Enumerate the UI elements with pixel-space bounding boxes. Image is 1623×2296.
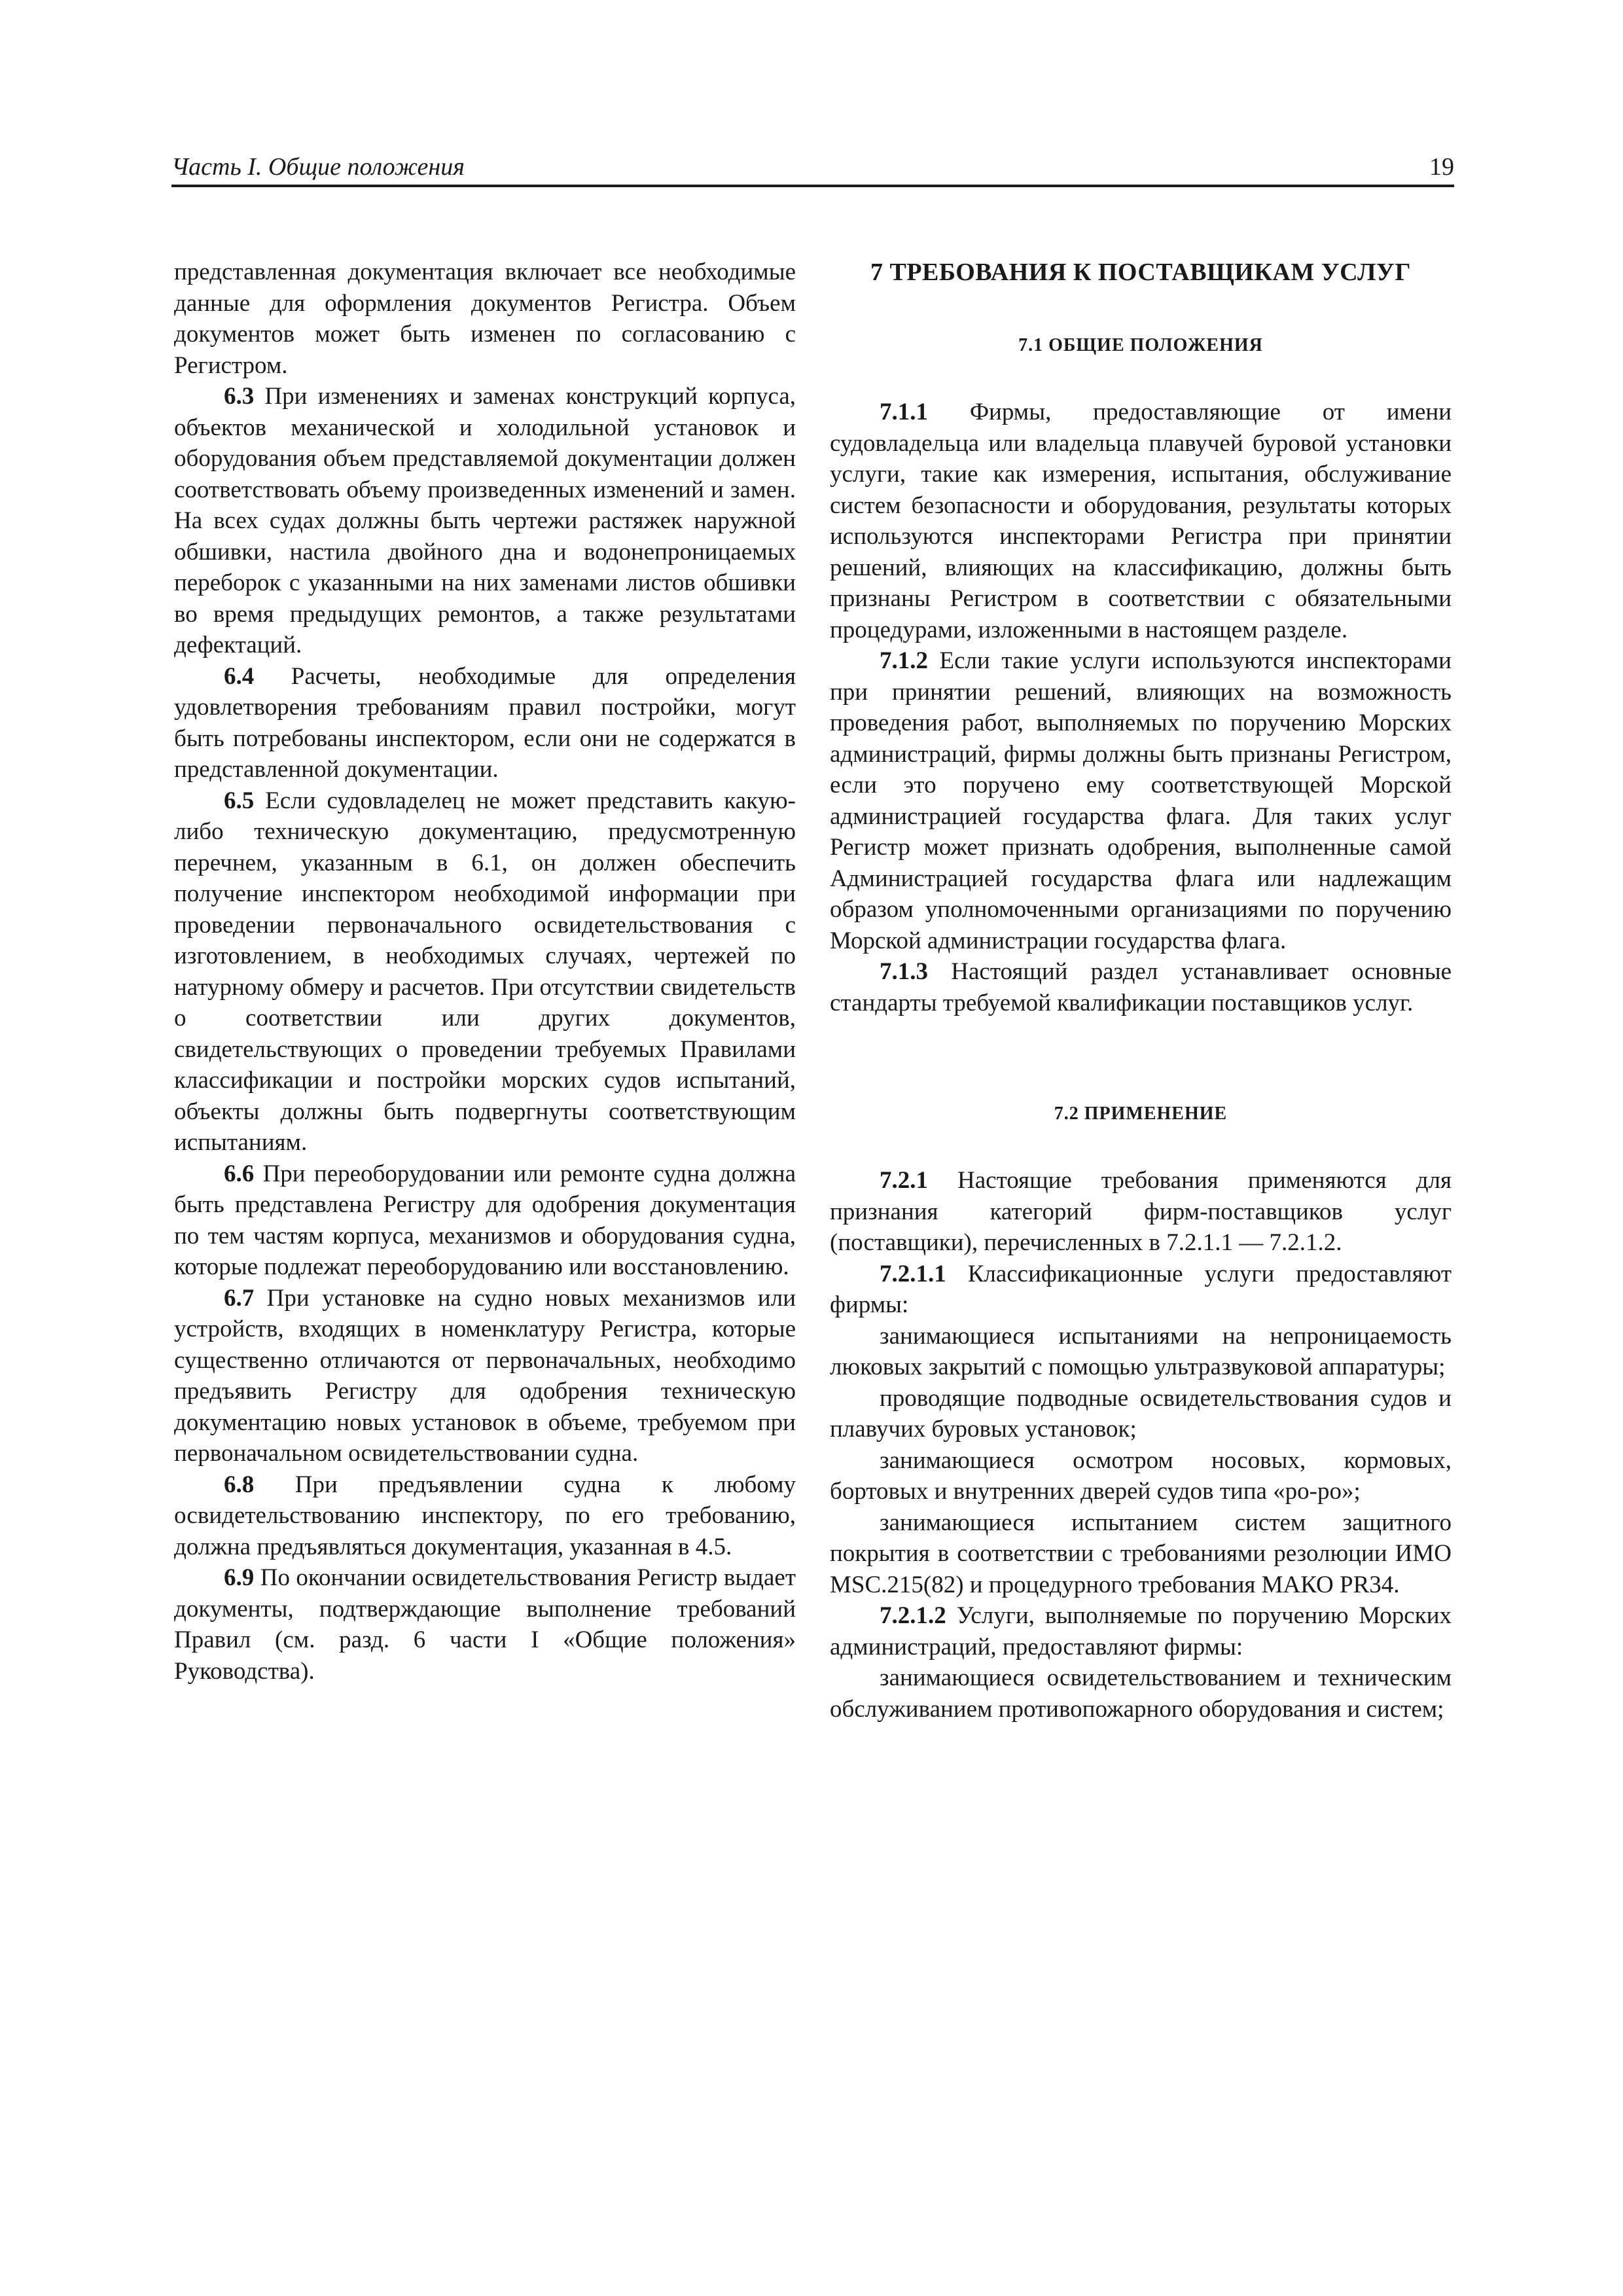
paragraph-6-4: 6.4 Расчеты, необходимые для определения удовлетворения требованиям правил постройки, могут быть потребованы инспектором, если они не содержатся в представленной документации.	[174, 662, 796, 783]
page-header	[171, 145, 1454, 187]
paragraph-7-2-1-1: 7.2.1.1 Классификационные услуги предоставляют фирмы:	[830, 1260, 1452, 1318]
paragraph-7-2-1: 7.2.1 Настоящие требования применяются для признания категорий фирм-поставщиков услуг (поставщики), перечисленных в 7.2.1.1 — 7.2.1.2.	[830, 1167, 1452, 1256]
paragraph-continuation: представленная документация включает все необходимые данные для оформления документов Регистра. Объем документов может быть изменен по согласованию с Регистром.	[174, 259, 796, 379]
clause-number: 7.1.2	[880, 647, 928, 674]
list-item: занимающиеся освидетельствованием и техническим обслуживанием противопожарного оборудования и систем;	[830, 1664, 1452, 1723]
list-item: занимающиеся испытаниями на непроницаемость люковых закрытий с помощью ультразвуковой аппаратуры;	[830, 1322, 1452, 1380]
paragraph-7-1-3: 7.1.3 Настоящий раздел устанавливает основные стандарты требуемой квалификации поставщиков услуг.	[830, 958, 1452, 1016]
clause-number: 7.1.3	[880, 958, 928, 985]
paragraph-6-5: 6.5 Если судовладелец не может представить какую-либо техническую документацию, предусмотренную перечнем, указанным в 6.1, он должен обеспечить получение инспектором необходимой информации при проведении первоначального освидетельствования с изготовлением, в необходимых случаях, чертежей по натурному обмеру и расчетов. При отсутствии свидетельств о соответствии или других документов, свидетельствующих о проведении требуемых Правилами классификации и постройки морских судов испытаний, объекты должны быть подвергнуты соответствующим испытаниям.	[174, 787, 796, 1156]
list-item: проводящие подводные освидетельствования судов и плавучих буровых установок;	[830, 1384, 1452, 1443]
paragraph-6-8: 6.8 При предъявлении судна к любому освидетельствованию инспектору, по его требованию, должна предъявляться документация, указанная в 4.5.	[174, 1471, 796, 1560]
paragraph-6-6: 6.6 При переоборудовании или ремонте судна должна быть представлена Регистру для одобрения документация по тем частям корпуса, механизмов и оборудования судна, которые подлежат переоборудованию или восстановлению.	[174, 1160, 796, 1280]
list-item: занимающиеся осмотром носовых, кормовых, бортовых и внутренних дверей судов типа «ро-ро»;	[830, 1446, 1452, 1505]
running-title: Часть I. Общие положения	[171, 153, 465, 181]
clause-number: 6.8	[224, 1471, 255, 1498]
clause-number: 7.2.1.1	[880, 1260, 946, 1287]
page-number: 19	[1429, 153, 1454, 181]
paragraph-6-9: 6.9 По окончании освидетельствования Регистр выдает документы, подтверждающие выполнение требований Правил (см. разд. 6 части I «Общие положения» Руководства).	[174, 1564, 796, 1685]
clause-number: 6.5	[224, 787, 255, 814]
clause-number: 6.4	[224, 662, 255, 690]
clause-number: 6.7	[224, 1284, 255, 1312]
clause-number: 7.2.1.2	[880, 1602, 946, 1629]
paragraph-6-3: 6.3 При изменениях и заменах конструкций корпуса, объектов механической и холодильной установок и оборудования объем представляемой документации должен соответствовать объему произведенных изменений и замен. На всех судах должны быть чертежи растяжек наружной обшивки, настила двойного дна и водонепроницаемых переборок с указанными на них заменами листов обшивки во время предыдущих ремонтов, а также результатами дефектаций.	[174, 383, 796, 658]
clause-number: 6.6	[224, 1160, 255, 1187]
paragraph-6-7: 6.7 При установке на судно новых механизмов или устройств, входящих в номенклатуру Регистра, которые существенно отличаются от первоначальных, необходимо предъявить Регистру для одобрения техническую документацию новых установок в объеме, требуемом при первоначальном освидетельствовании судна.	[174, 1284, 796, 1467]
paragraph-7-1-1: 7.1.1 Фирмы, предоставляющие от имени судовладельца или владельца плавучей буровой установки услуги, такие как измерения, испытания, обслуживание систем безопасности и оборудования, результаты которых используются инспекторами Регистра при принятии решений, влияющих на классификацию, должны быть признаны Регистром в соответствии с обязательными процедурами, изложенными в настоящем разделе.	[830, 399, 1452, 643]
clause-number: 7.2.1	[880, 1167, 928, 1194]
paragraph-7-1-2: 7.1.2 Если такие услуги используются инспекторами при принятии решений, влияющих на возможность проведения работ, выполняемых по поручению Морских администраций, фирмы должны быть признаны Регистром, если это поручено ему соответствующей Морской администрацией государства флага. Для таких услуг Регистр может признать одобрения, выполненные самой Администрацией государства флага или надлежащим образом уполномоченными организациями по поручению Морской администрации государства флага.	[830, 647, 1452, 954]
clause-number: 7.1.1	[880, 399, 928, 425]
clause-number: 6.9	[224, 1564, 255, 1591]
paragraph-7-2-1-2: 7.2.1.2 Услуги, выполняемые по поручению Морских администраций, предоставляют фирмы:	[830, 1602, 1452, 1660]
list-item: занимающиеся испытанием систем защитного покрытия в соответствии с требованиями резолюции ИМО MSC.215(82) и процедурного требования МАКО PR34.	[830, 1509, 1452, 1598]
left-column	[174, 257, 796, 1687]
clause-number: 6.3	[224, 383, 255, 410]
subsection-title-7-1: 7.1 ОБЩИЕ ПОЛОЖЕНИЯ	[1018, 335, 1263, 355]
subsection-title-7-2: 7.2 ПРИМЕНЕНИЕ	[1054, 1103, 1228, 1124]
section-title: 7 ТРЕБОВАНИЯ К ПОСТАВЩИКАМ УСЛУГ	[870, 259, 1411, 286]
right-column	[830, 257, 1452, 1725]
